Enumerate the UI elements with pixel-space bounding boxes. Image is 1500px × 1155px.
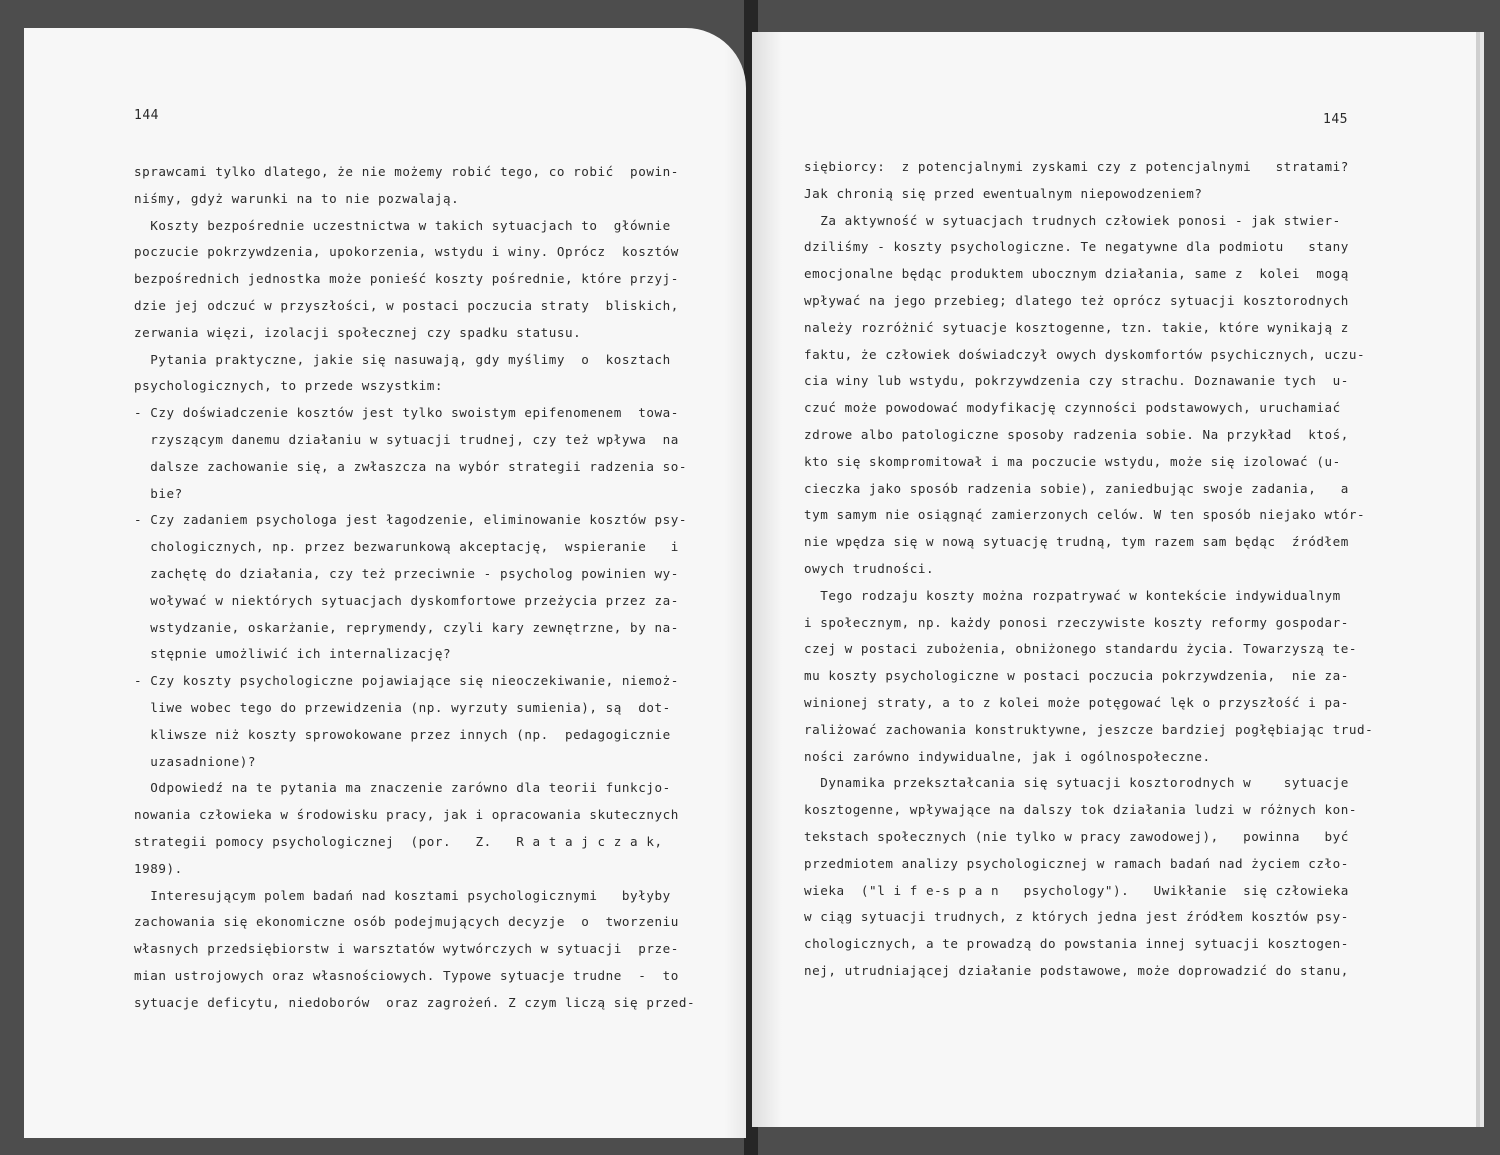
- text-line: liwe wobec tego do przewidzenia (np. wyrzuty sumienia), są dot-: [134, 699, 671, 715]
- text-line: siębiorcy: z potencjalnymi zyskami czy z potencjalnymi stratami?: [804, 159, 1349, 174]
- text-line: mian ustrojowych oraz własnościowych. Typowe sytuacje trudne - to: [134, 967, 679, 983]
- text-line: kliwsze niż koszty sprowokowane przez innych (np. pedagogicznie: [134, 726, 671, 742]
- text-line: nowania człowieka w środowisku pracy, jak i opracowania skutecznych: [134, 807, 679, 823]
- text-line: strategii pomocy psychologicznej (por. Z. R a t a j c z a k,: [134, 833, 663, 849]
- text-line: Odpowiedź na te pytania ma znaczenie zarówno dla teorii funkcjo-: [134, 780, 671, 796]
- text-line: dziliśmy - koszty psychologiczne. Te negatywne dla podmiotu stany: [804, 239, 1349, 255]
- page-number-left: 144: [134, 108, 159, 123]
- text-line: dzie jej odczuć w przyszłości, w postaci poczucia straty bliskich,: [134, 297, 679, 313]
- text-line: przedmiotem analizy psychologicznej w ramach badań nad życiem czło-: [804, 855, 1349, 871]
- text-line: poczucie pokrzywdzenia, upokorzenia, wstydu i winy. Oprócz kosztów: [134, 244, 679, 260]
- text-line: Tego rodzaju koszty można rozpatrywać w kontekście indywidualnym: [804, 587, 1341, 603]
- right-page-text: [804, 154, 1373, 985]
- text-line: czej w postaci zubożenia, obniżonego standardu życia. Towarzyszą te-: [804, 641, 1357, 657]
- text-line: Dynamika przekształcania się sytuacji kosztorodnych w sytuacje: [804, 775, 1349, 791]
- text-line: woływać w niektórych sytuacjach dyskomfortowe przeżycia przez za-: [134, 592, 679, 608]
- text-line: dalsze zachowanie się, a zwłaszcza na wybór strategii radzenia so-: [134, 458, 687, 474]
- text-line: winionej straty, a to z kolei może potęgować lęk o przyszłość i pa-: [804, 694, 1349, 710]
- left-page: [24, 28, 746, 1138]
- text-line: własnych przedsiębiorstw i warsztatów wytwórczych w sytuacji prze-: [134, 941, 679, 957]
- text-line: bie?: [134, 485, 183, 501]
- text-line: Koszty bezpośrednie uczestnictwa w takich sytuacjach to głównie: [134, 217, 671, 233]
- text-line: rzyszącym danemu działaniu w sytuacji trudnej, czy też wpływa na: [134, 431, 679, 447]
- text-line: chologicznych, a te prowadzą do powstania innej sytuacji kosztogen-: [804, 936, 1349, 952]
- text-line: kosztogenne, wpływające na dalszy tok działania ludzi w różnych kon-: [804, 802, 1357, 818]
- text-line: nej, utrudniającej działanie podstawowe, może doprowadzić do stanu,: [804, 962, 1349, 978]
- text-line: Za aktywność w sytuacjach trudnych człowiek ponosi - jak stwier-: [804, 212, 1341, 228]
- text-line: zdrowe albo patologiczne sposoby radzenia sobie. Na przykład ktoś,: [804, 426, 1349, 442]
- text-line: niśmy, gdyż warunki na to nie pozwalają.: [134, 190, 460, 206]
- text-line: w ciąg sytuacji trudnych, z których jedna jest źródłem kosztów psy-: [804, 909, 1349, 925]
- text-line: i społecznym, np. każdy ponosi rzeczywiste koszty reformy gospodar-: [804, 614, 1349, 630]
- text-line: sprawcami tylko dlatego, że nie możemy robić tego, co robić powin-: [134, 164, 679, 179]
- left-gutter-shadow: [724, 28, 746, 1138]
- right-page: [752, 32, 1476, 1127]
- text-line: stępnie umożliwić ich internalizację?: [134, 646, 452, 662]
- text-line: wieka ("l i f e-s p a n psychology"). Uwikłanie się człowieka: [804, 882, 1349, 898]
- text-line: kto się skompromitował i ma poczucie wstydu, może się izolować (u-: [804, 453, 1341, 469]
- text-line: tym samym nie osiągnąć zamierzonych celów. W ten sposób niejako wtór-: [804, 507, 1366, 523]
- text-line: czuć może powodować modyfikację czynności podstawowych, uruchamiać: [804, 400, 1341, 416]
- text-line: Interesującym polem badań nad kosztami psychologicznymi byłyby: [134, 887, 671, 903]
- text-line: cia winy lub wstydu, pokrzywdzenia czy strachu. Doznawanie tych u-: [804, 373, 1349, 389]
- page-number-right: 145: [1323, 112, 1348, 127]
- text-line: należy rozróżnić sytuacje kosztogenne, tzn. takie, które wynikają z: [804, 319, 1349, 335]
- text-line: zachowania się ekonomiczne osób podejmujących decyzje o tworzeniu: [134, 914, 679, 930]
- text-line: uzasadnione)?: [134, 753, 256, 769]
- text-line: - Czy doświadczenie kosztów jest tylko swoistym epifenomenem towa-: [134, 405, 679, 421]
- text-line: bezpośrednich jednostka może ponieść koszty pośrednie, które przyj-: [134, 271, 679, 287]
- text-line: mu koszty psychologiczne w postaci poczucia pokrzywdzenia, nie za-: [804, 668, 1349, 684]
- text-line: - Czy zadaniem psychologa jest łagodzenie, eliminowanie kosztów psy-: [134, 512, 687, 528]
- text-line: psychologicznych, to przede wszystkim:: [134, 378, 444, 394]
- text-line: Pytania praktyczne, jakie się nasuwają, gdy myślimy o kosztach: [134, 351, 671, 367]
- text-line: ności zarówno indywidualne, jak i ogólnospołeczne.: [804, 748, 1211, 764]
- text-line: wstydzanie, oskarżanie, reprymendy, czyli kary zewnętrzne, by na-: [134, 619, 679, 635]
- text-line: emocjonalne będąc produktem ubocznym działania, same z kolei mogą: [804, 266, 1349, 282]
- text-line: tekstach społecznych (nie tylko w pracy zawodowej), powinna być: [804, 828, 1349, 844]
- text-line: zerwania więzi, izolacji społecznej czy spadku statusu.: [134, 324, 582, 340]
- text-line: sytuacje deficytu, niedoborów oraz zagrożeń. Z czym liczą się przed-: [134, 994, 696, 1010]
- text-line: wpływać na jego przebieg; dlatego też oprócz sytuacji kosztorodnych: [804, 292, 1349, 308]
- text-line: cieczka jako sposób radzenia sobie), zaniedbując swoje zadania, a: [804, 480, 1349, 496]
- text-line: Jak chronią się przed ewentualnym niepowodzeniem?: [804, 185, 1203, 201]
- text-line: faktu, że człowiek doświadczył owych dyskomfortów psychicznych, uczu-: [804, 346, 1366, 362]
- left-page-text: [134, 159, 695, 1017]
- right-gutter-shadow: [752, 32, 782, 1127]
- text-line: 1989).: [134, 860, 183, 876]
- text-line: owych trudności.: [804, 560, 935, 576]
- text-line: - Czy koszty psychologiczne pojawiające się nieoczekiwanie, niemoż-: [134, 673, 679, 689]
- text-line: chologicznych, np. przez bezwarunkową akceptację, wspieranie i: [134, 539, 679, 555]
- text-line: zachętę do działania, czy też przeciwnie - psycholog powinien wy-: [134, 565, 679, 581]
- text-line: raliżować zachowania konstruktywne, jeszcze bardziej pogłębiając trud-: [804, 721, 1374, 737]
- text-line: nie wpędza się w nową sytuację trudną, tym razem sam będąc źródłem: [804, 534, 1349, 550]
